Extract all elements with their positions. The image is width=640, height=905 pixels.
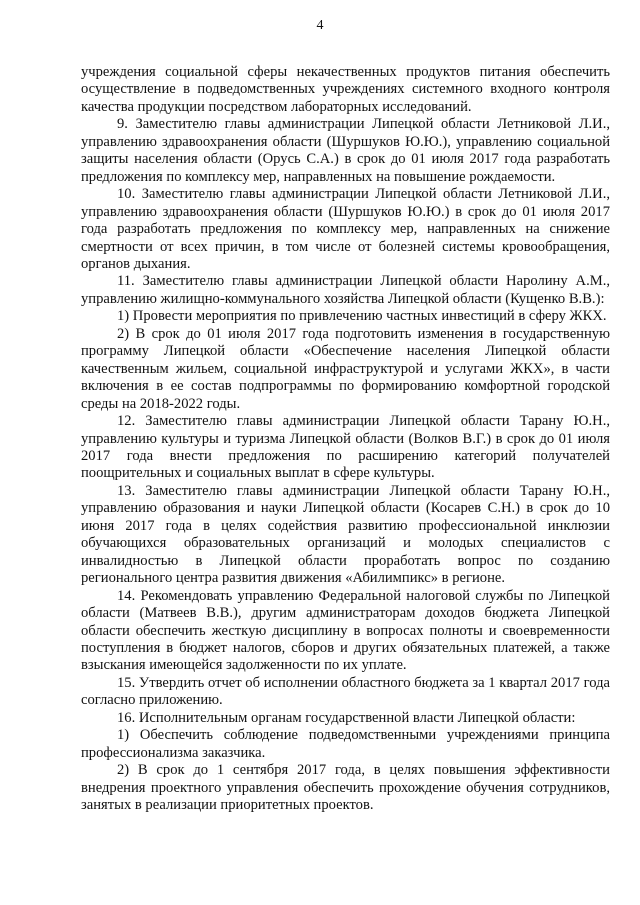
paragraph-item-11-1: 1) Провести мероприятия по привлечению частных инвестиций в сферу ЖКХ. [117, 308, 607, 325]
paragraph-item-12: 12. Заместителю главы администрации Липецкой области Тарану Ю.Н., управлению культуры и туризма Липецкой области (Волков В.Г.) в срок до 01 июля 2017 года внести предложения по расширению категорий получателей поощрительных и социальных выплат в сфере культуры. [81, 413, 610, 482]
paragraph-item-13: 13. Заместителю главы администрации Липецкой области Тарану Ю.Н., управлению образования и науки Липецкой области (Косарев С.Н.) в срок до 10 июня 2017 года в целях содействия развитию профессиональной инклюзии обучающихся образовательных организаций и молодых специалистов с инвалидностью в Липецкой области проработать вопрос по созданию регионального центра развития движения «Абилимпикс» в регионе. [81, 482, 610, 587]
paragraph-item-10: 10. Заместителю главы администрации Липецкой области Летниковой Л.И., управлению здравоохранения области (Шуршуков Ю.Ю.) в срок до 01 июля 2017 года разработать предложения по комплексу мер, направленных на снижение смертности от всех причин, в том числе от болезней системы кровообращения, органов дыхания. [81, 186, 610, 272]
paragraph-item-15: 15. Утвердить отчет об исполнении областного бюджета за 1 квартал 2017 года согласно приложению. [81, 674, 610, 709]
paragraph-item-16-2: 2) В срок до 1 сентября 2017 года, в целях повышения эффективности внедрения проектного управления обеспечить прохождение обучения сотрудников, занятых в реализации приоритетных проектов. [81, 762, 610, 814]
paragraph-item-16: 16. Исполнительным органам государственной власти Липецкой области: [117, 709, 576, 726]
document-body [81, 64, 610, 814]
paragraph-item-14: 14. Рекомендовать управлению Федеральной налоговой службы по Липецкой области (Матвеев В.В.), другим администраторам доходов бюджета Липецкой области обеспечить жесткую дисциплину в вопросах полноты и своевременности поступления в бюджет налогов, сборов и других обязательных платежей, а также взыскания имеющейся задолженности по их уплате. [81, 587, 610, 674]
page-number: 4 [316, 18, 324, 33]
paragraph-item-11-2: 2) В срок до 01 июля 2017 года подготовить изменения в государственную программу Липецкой области «Обеспечение населения Липецкой области качественным жильем, социальной инфраструктурой и услугами ЖКХ», в части включения в ее состав подпрограммы по формированию комфортной городской среды на 2018-2022 годы. [81, 325, 610, 412]
paragraph-continuation: учреждения социальной сферы некачественных продуктов питания обеспечить осуществление в подведомственных учреждениях системного входного контроля качества продукции посредством лабораторных исследований. [81, 64, 610, 115]
paragraph-item-16-1: 1) Обеспечить соблюдение подведомственными учреждениями принципа профессионализма заказчика. [81, 727, 610, 761]
paragraph-item-11: 11. Заместителю главы администрации Липецкой области Наролину А.М., управлению жилищно-коммунального хозяйства Липецкой области (Кущенко В.В.): [81, 273, 610, 307]
paragraph-item-9: 9. Заместителю главы администрации Липецкой области Летниковой Л.И., управлению здравоохранения области (Шуршуков Ю.Ю.), управлению социальной защиты населения области (Орусь С.А.) в срок до 01 июля 2017 года разработать предложения по комплексу мер, направленных на повышение рождаемости. [81, 116, 610, 185]
